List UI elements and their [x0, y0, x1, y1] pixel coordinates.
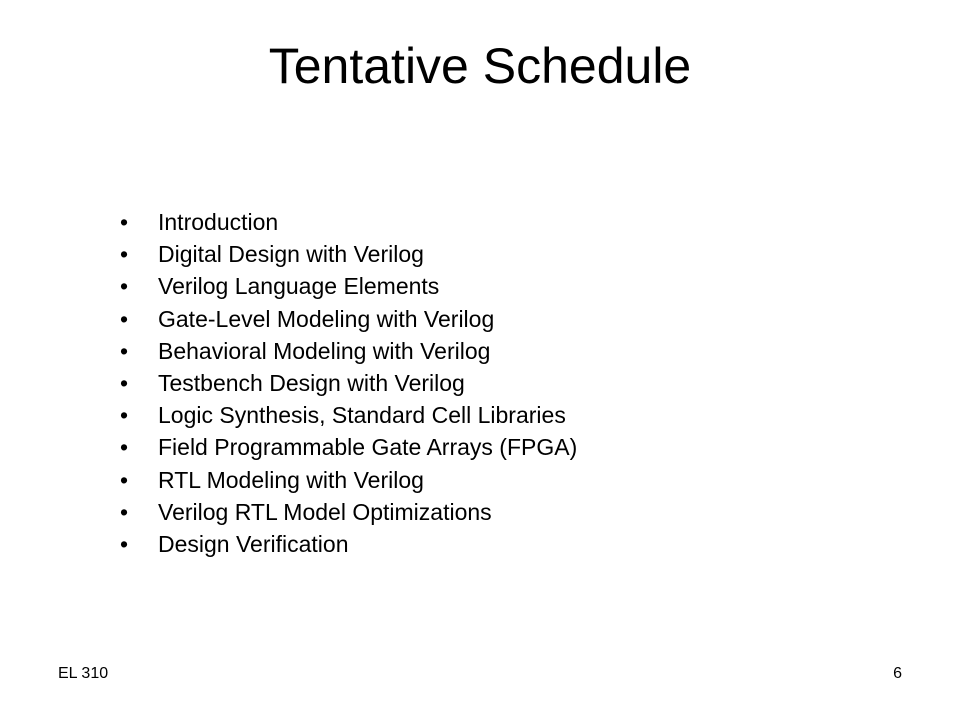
list-item: • Behavioral Modeling with Verilog — [120, 335, 577, 367]
list-item: • Introduction — [120, 206, 577, 238]
slide-number: 6 — [893, 665, 902, 682]
list-item: • Gate-Level Modeling with Verilog — [120, 303, 577, 335]
list-item: • RTL Modeling with Verilog — [120, 464, 577, 496]
list-item: • Design Verification — [120, 528, 577, 560]
schedule-list — [120, 206, 577, 560]
list-item: • Testbench Design with Verilog — [120, 367, 577, 399]
list-item: • Logic Synthesis, Standard Cell Libraries — [120, 399, 577, 431]
footer-course-label: EL 310 — [58, 665, 109, 682]
list-item: • Digital Design with Verilog — [120, 238, 577, 270]
slide-title: Tentative Schedule — [268, 38, 692, 94]
list-item: • Verilog RTL Model Optimizations — [120, 496, 577, 528]
list-item: • Verilog Language Elements — [120, 270, 577, 302]
list-item: • Field Programmable Gate Arrays (FPGA) — [120, 431, 577, 463]
